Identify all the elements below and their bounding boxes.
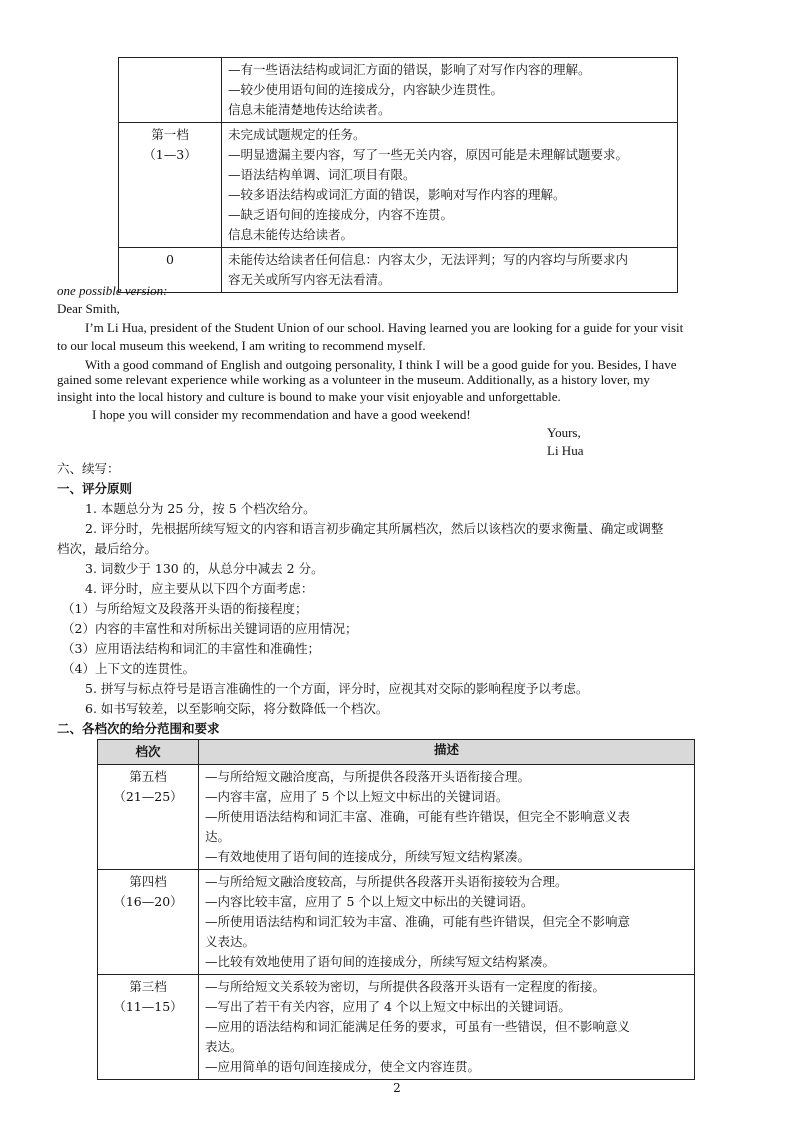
description-line: —缺乏语句间的连接成分，内容不连贯。 <box>228 207 454 222</box>
page-number: 2 <box>393 1081 401 1095</box>
rule-item: （1）与所给短文及段落开头语的衔接程度； <box>62 601 308 616</box>
letter-signature: Li Hua <box>547 443 584 458</box>
description-cell <box>199 765 695 870</box>
letter-line: With a good command of English and outgoing personality, I think I will be a good guide for you. Besides, I have <box>85 357 677 372</box>
table-header-row <box>98 740 695 765</box>
rule-item: 3. 词数少于 130 的，从总分中减去 2 分。 <box>85 561 324 576</box>
letter-line: I’m Li Hua, president of the Student Union of our school. Having learned you are looking for a guide for your visit <box>85 320 684 335</box>
description-line: —内容比较丰富，应用了 5 个以上短文中标出的关键词语。 <box>205 894 534 909</box>
rule-item: （4）上下文的连贯性。 <box>62 661 195 676</box>
level-name: 第三档 <box>129 979 167 994</box>
rule-item: （2）内容的丰富性和对所标出关键词语的应用情况； <box>62 621 358 636</box>
level-name: 第一档 <box>151 127 189 142</box>
rule-item: 6. 如书写较差，以至影响交际，将分数降低一个档次。 <box>85 701 389 716</box>
description-line: —明显遗漏主要内容，写了一些无关内容，原因可能是未理解试题要求。 <box>228 147 629 162</box>
rule-item: 4. 评分时，应主要从以下四个方面考虑： <box>85 581 314 596</box>
description-line: 未完成试题规定的任务。 <box>228 127 366 142</box>
table-row <box>119 58 678 123</box>
level-range: （1—3） <box>143 147 197 162</box>
table-row <box>119 248 678 293</box>
rule-item: 档次，最后给分。 <box>57 541 158 556</box>
section-heading: 二、各档次的给分范围和要求 <box>57 721 220 736</box>
description-line: —应用的语法结构和词汇能满足任务的要求，可虽有一些错误，但不影响意义 <box>205 1019 631 1034</box>
level-range: （16—20） <box>113 894 183 909</box>
letter-line: gained some relevant experience while working as a volunteer in the museum. Additionally, as a history lover, my <box>57 372 650 387</box>
level-cell <box>98 870 199 975</box>
letter-line: insight into the local history and culture is bound to make your visit enjoyable and unforgettable. <box>57 389 561 404</box>
description-line: —所使用语法结构和词汇丰富、准确，可能有些许错误，但完全不影响意义表 <box>205 809 631 824</box>
section-heading: 一、评分原则 <box>57 481 133 496</box>
description-line: —应用简单的语句间连接成分，使全文内容连贯。 <box>205 1059 481 1074</box>
column-header: 描述 <box>199 740 695 765</box>
level-name: 第四档 <box>129 874 167 889</box>
sample-label: one possible version: <box>57 283 168 298</box>
description-cell <box>199 870 695 975</box>
table-row <box>119 123 678 248</box>
table-row <box>98 975 695 1080</box>
description-line: 容无关或所写内容无法看清。 <box>228 272 391 287</box>
description-line: —较少使用语句间的连接成分，内容缺少连贯性。 <box>228 82 504 97</box>
description-line: —写出了若干有关内容，应用了 4 个以上短文中标出的关键词语。 <box>205 999 571 1014</box>
description-line: 信息未能传达给读者。 <box>228 227 354 242</box>
letter-greeting: Dear Smith, <box>57 301 120 316</box>
description-line: —比较有效地使用了语句间的连接成分，所续写短文结构紧凑。 <box>205 954 556 969</box>
column-header: 档次 <box>98 740 199 765</box>
description-cell <box>222 248 678 293</box>
rule-item: 2. 评分时，先根据所续写短文的内容和语言初步确定其所属档次，然后以该档次的要求衡量、确定或调整 <box>85 521 664 536</box>
description-line: 信息未能清楚地传达给读者。 <box>228 102 391 117</box>
level-cell <box>119 58 222 123</box>
level-cell <box>98 975 199 1080</box>
level-range: （21—25） <box>113 789 183 804</box>
rule-item: （3）应用语法结构和词汇的丰富性和准确性； <box>62 641 320 656</box>
letter-line: I hope you will consider my recommendation and have a good weekend! <box>92 407 471 422</box>
rule-item: 1. 本题总分为 25 分，按 5 个档次给分。 <box>85 501 316 516</box>
description-cell <box>222 58 678 123</box>
level-name: 第五档 <box>129 769 167 784</box>
description-line: —与所给短文融洽度高，与所提供各段落开头语衔接合理。 <box>205 769 531 784</box>
description-line: —有效地使用了语句间的连接成分，所续写短文结构紧凑。 <box>205 849 531 864</box>
level-cell <box>98 765 199 870</box>
letter-closing: Yours, <box>547 425 581 440</box>
table-row <box>98 870 695 975</box>
description-line: 义表达。 <box>205 934 256 949</box>
section-title: 六、续写： <box>57 461 120 476</box>
table-row <box>98 765 695 870</box>
description-line: 达。 <box>205 829 231 844</box>
grading-table-continuation <box>97 739 695 1080</box>
description-line: —较多语法结构或词汇方面的错误，影响对写作内容的理解。 <box>228 187 566 202</box>
description-line: —语法结构单调、词汇项目有限。 <box>228 167 416 182</box>
description-line: 表达。 <box>205 1039 243 1054</box>
description-line: —有一些语法结构或词汇方面的错误，影响了对写作内容的理解。 <box>228 62 591 77</box>
rule-item: 5. 拼写与标点符号是语言准确性的一个方面，评分时，应视其对交际的影响程度予以考虑。 <box>85 681 589 696</box>
description-line: —所使用语法结构和词汇较为丰富、准确，可能有些许错误，但完全不影响意 <box>205 914 631 929</box>
description-line: 未能传达给读者任何信息：内容太少，无法评判；写的内容均与所要求内 <box>228 252 629 267</box>
description-cell <box>222 123 678 248</box>
description-line: —内容丰富，应用了 5 个以上短文中标出的关键词语。 <box>205 789 509 804</box>
level-name: 0 <box>166 252 174 267</box>
level-cell <box>119 123 222 248</box>
grading-table-writing <box>118 57 678 293</box>
description-line: —与所给短文关系较为密切，与所提供各段落开头语有一定程度的衔接。 <box>205 979 606 994</box>
description-line: —与所给短文融洽度较高，与所提供各段落开头语衔接较为合理。 <box>205 874 568 889</box>
description-cell <box>199 975 695 1080</box>
level-range: （11—15） <box>113 999 183 1014</box>
letter-line: to our local museum this weekend, I am writing to recommend myself. <box>57 338 426 353</box>
